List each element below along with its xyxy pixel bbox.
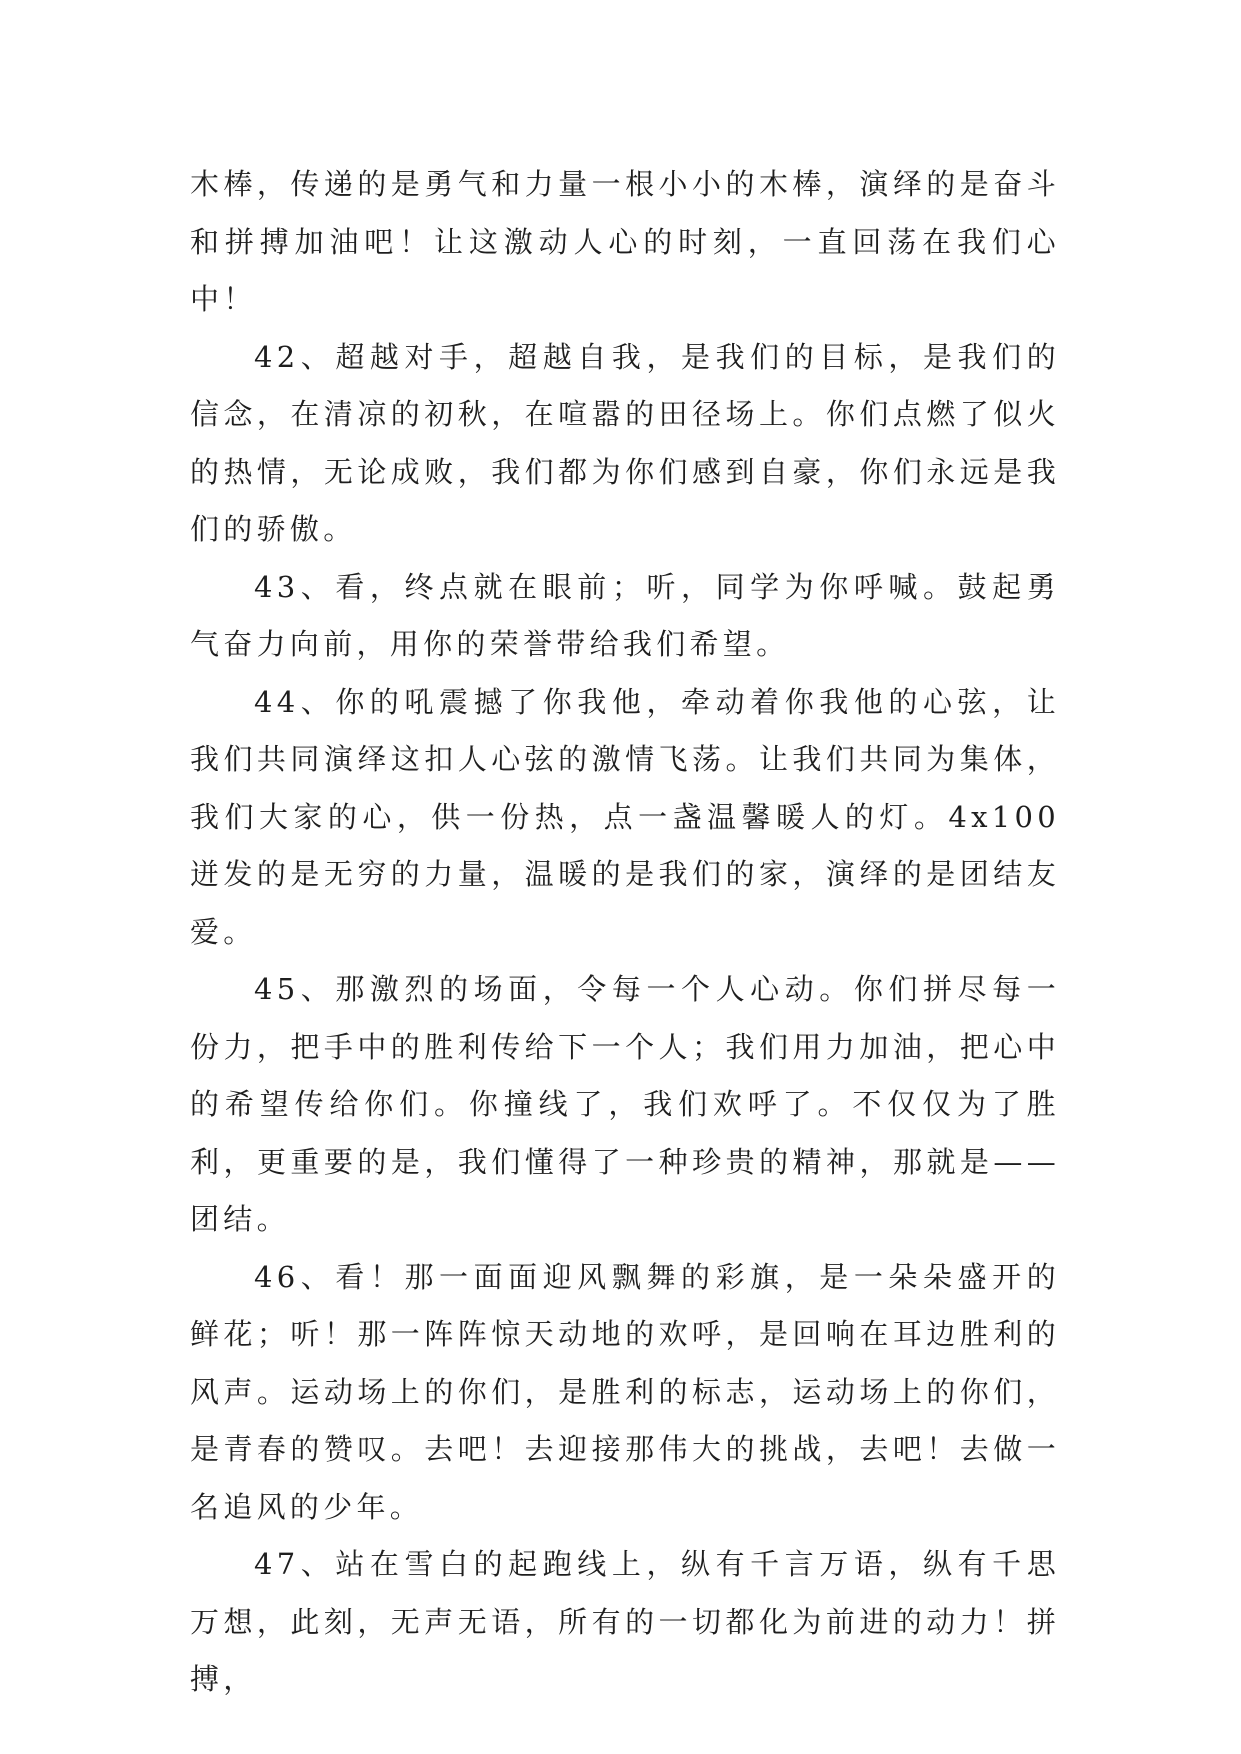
- paragraph-44: 44、你的吼震撼了你我他，牵动着你我他的心弦，让我们共同演绎这扣人心弦的激情飞荡。让我们共同为集体，我们大家的心，供一份热，点一盏温馨暖人的灯。4x100 迸发的是无穷的力量，温暖的是我们的家，演绎的是团结友爱。: [190, 684, 1060, 949]
- paragraph-42: 42、超越对手，超越自我，是我们的目标，是我们的信念，在清凉的初秋，在喧嚣的田径场上。你们点燃了似火的热情，无论成败，我们都为你们感到自豪，你们永远是我们的骄傲。: [190, 339, 1060, 546]
- document-body: [190, 156, 1060, 1709]
- paragraph-47: 47、站在雪白的起跑线上，纵有千言万语，纵有千思万想，此刻，无声无语，所有的一切都化为前进的动力！拼搏，: [190, 1547, 1060, 1696]
- paragraph-41-continued: 木棒，传递的是勇气和力量一根小小的木棒，演绎的是奋斗和拼搏加油吧！让这激动人心的时刻，一直回荡在我们心中！: [190, 167, 1060, 316]
- paragraph-43: 43、看，终点就在眼前；听，同学为你呼喊。鼓起勇气奋力向前，用你的荣誉带给我们希望。: [190, 569, 1060, 661]
- paragraph-45: 45、那激烈的场面，令每一个人心动。你们拼尽每一份力，把手中的胜利传给下一个人；我们用力加油，把心中的希望传给你们。你撞线了，我们欢呼了。不仅仅为了胜利，更重要的是，我们懂得了一种珍贵的精神，那就是——团结。: [190, 972, 1060, 1236]
- paragraph-46: 46、看！那一面面迎风飘舞的彩旗，是一朵朵盛开的鲜花；听！那一阵阵惊天动地的欢呼，是回响在耳边胜利的风声。运动场上的你们，是胜利的标志，运动场上的你们，是青春的赞叹。去吧！去迎接那伟大的挑战，去吧！去做一名追风的少年。: [190, 1259, 1060, 1524]
